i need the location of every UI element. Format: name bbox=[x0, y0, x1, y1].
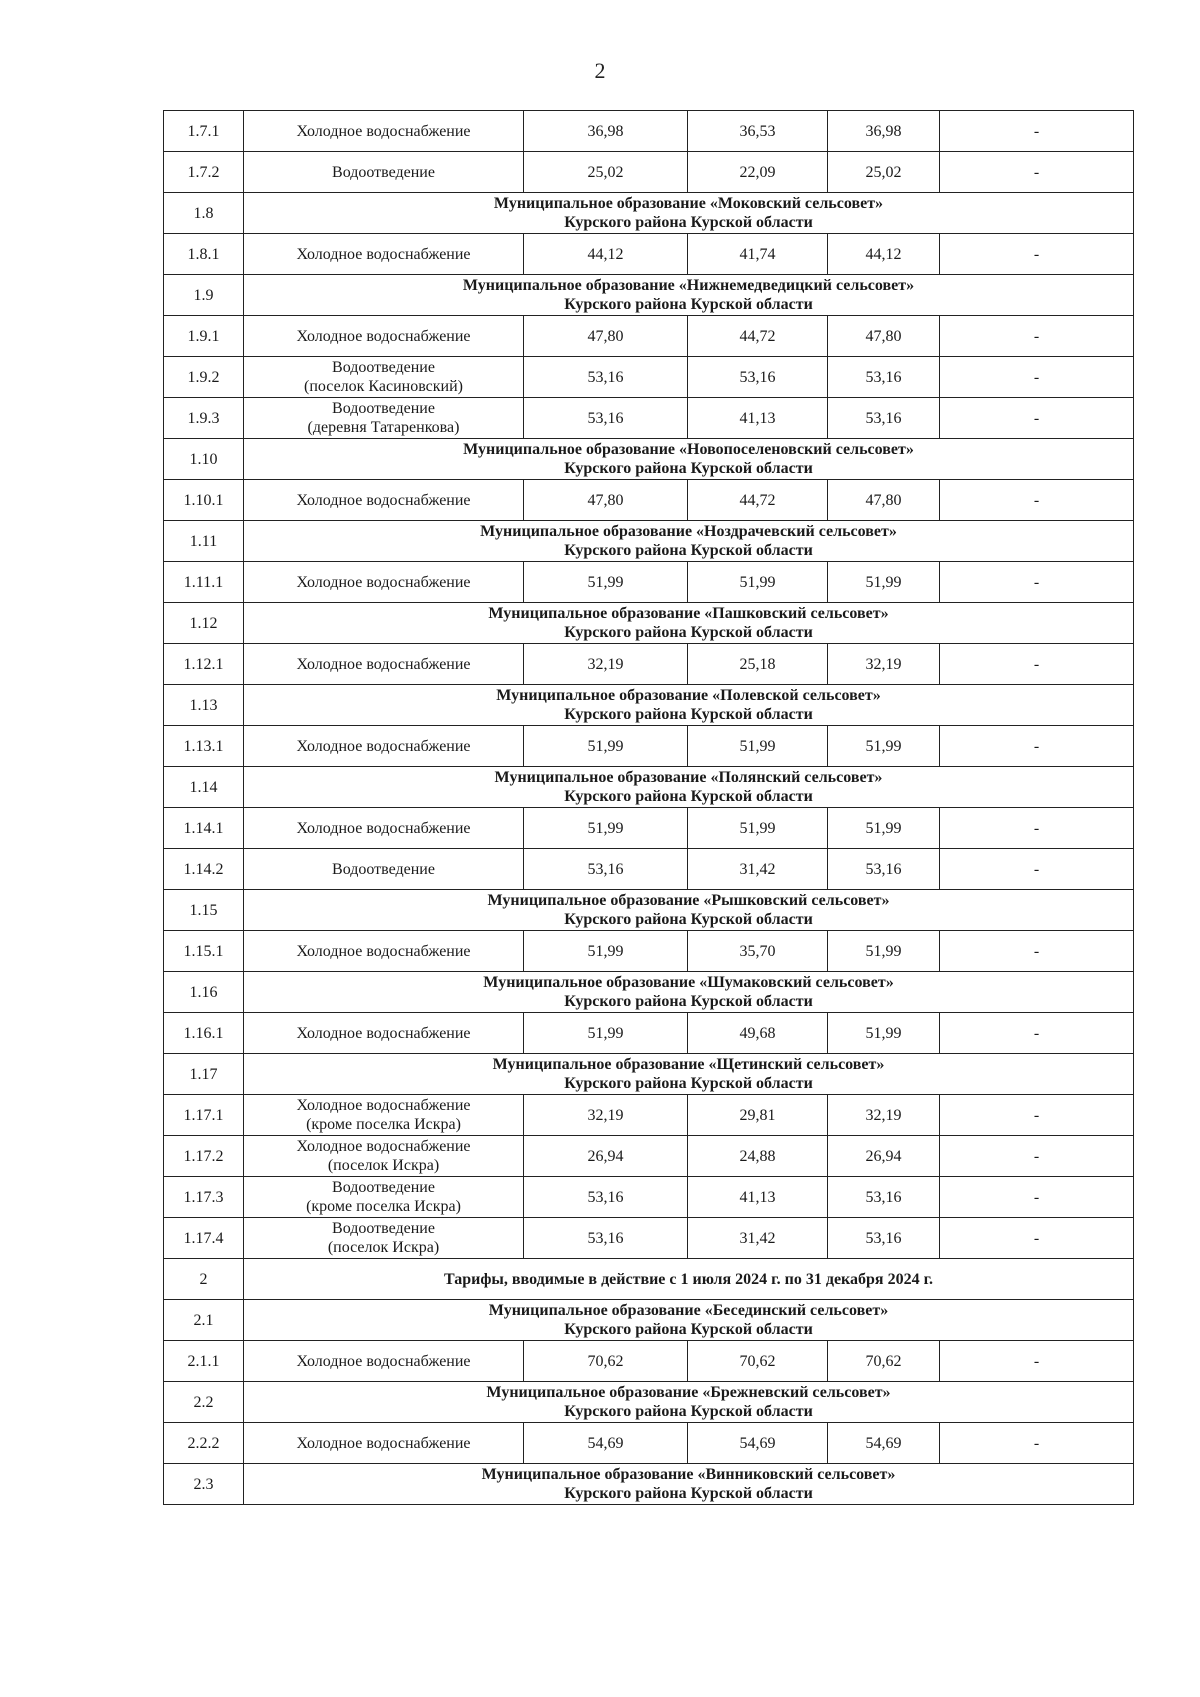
service-name-line: Водоотведение bbox=[332, 1179, 435, 1196]
row-number: 2 bbox=[164, 1259, 244, 1300]
section-heading-line: Курского района Курской области bbox=[564, 1075, 813, 1092]
tariff-value: - bbox=[940, 357, 1134, 398]
row-number: 1.9.3 bbox=[164, 398, 244, 439]
service-name-line: (поселок Искра) bbox=[327, 1157, 440, 1174]
row-number: 1.8.1 bbox=[164, 234, 244, 275]
tariff-value: 53,16 bbox=[524, 357, 688, 398]
service-name-line: Холодное водоснабжение bbox=[296, 1352, 471, 1370]
tariff-value: 70,62 bbox=[828, 1341, 940, 1382]
service-name bbox=[244, 644, 524, 685]
service-name bbox=[244, 1136, 524, 1177]
tariff-row bbox=[164, 480, 1134, 521]
row-number: 1.7.2 bbox=[164, 152, 244, 193]
row-number: 1.9.2 bbox=[164, 357, 244, 398]
tariff-value: - bbox=[940, 152, 1134, 193]
section-heading-line: Курского района Курской области bbox=[564, 911, 813, 928]
tariff-value: - bbox=[940, 234, 1134, 275]
tariff-value: - bbox=[940, 111, 1134, 152]
section-heading bbox=[244, 1054, 1134, 1095]
row-number: 1.17.2 bbox=[164, 1136, 244, 1177]
tariff-value: 47,80 bbox=[828, 480, 940, 521]
tariff-value: 51,99 bbox=[524, 1013, 688, 1054]
tariff-value: 51,99 bbox=[524, 931, 688, 972]
service-name-line: Холодное водоснабжение bbox=[296, 1024, 471, 1042]
tariff-value: 70,62 bbox=[524, 1341, 688, 1382]
tariff-value: 36,98 bbox=[828, 111, 940, 152]
row-number: 1.17 bbox=[164, 1054, 244, 1095]
service-name bbox=[244, 1095, 524, 1136]
section-heading-line: Муниципальное образование «Новопоселеновский сельсовет» bbox=[463, 441, 914, 458]
service-name bbox=[244, 1423, 524, 1464]
tariff-value: 53,16 bbox=[828, 357, 940, 398]
tariff-value: 41,13 bbox=[688, 398, 828, 439]
section-heading-line: Муниципальное образование «Нижнемедведицкий сельсовет» bbox=[462, 277, 915, 294]
section-heading bbox=[244, 439, 1134, 480]
tariff-value: - bbox=[940, 398, 1134, 439]
row-number: 1.7.1 bbox=[164, 111, 244, 152]
service-name-line: Холодное водоснабжение bbox=[296, 1434, 471, 1452]
section-heading-line: Муниципальное образование «Моковский сельсовет» bbox=[493, 195, 884, 212]
tariff-value: 51,99 bbox=[524, 808, 688, 849]
tariff-value: 53,16 bbox=[828, 1218, 940, 1259]
tariff-value: 51,99 bbox=[828, 808, 940, 849]
service-name bbox=[244, 1013, 524, 1054]
section-heading-line: Курского района Курской области bbox=[564, 993, 813, 1010]
tariff-value: 51,99 bbox=[524, 726, 688, 767]
service-name-line: Холодное водоснабжение bbox=[296, 122, 471, 140]
service-name-line: (деревня Татаренкова) bbox=[307, 419, 460, 436]
row-number: 2.2.2 bbox=[164, 1423, 244, 1464]
tariff-value: 51,99 bbox=[524, 562, 688, 603]
tariff-value: 25,18 bbox=[688, 644, 828, 685]
tariff-value: 51,99 bbox=[828, 726, 940, 767]
section-heading bbox=[244, 972, 1134, 1013]
tariff-value: 53,16 bbox=[828, 1177, 940, 1218]
service-name-line: Водоотведение bbox=[332, 400, 435, 417]
section-heading-line: Курского района Курской области bbox=[564, 706, 813, 723]
section-heading bbox=[244, 193, 1134, 234]
tariff-row bbox=[164, 849, 1134, 890]
tariff-value: 44,12 bbox=[828, 234, 940, 275]
section-heading bbox=[244, 603, 1134, 644]
service-name-line: Холодное водоснабжение bbox=[296, 1097, 471, 1114]
service-name-line: Водоотведение bbox=[332, 359, 435, 376]
tariff-value: 22,09 bbox=[688, 152, 828, 193]
tariff-row bbox=[164, 316, 1134, 357]
tariff-value: - bbox=[940, 316, 1134, 357]
service-name-line: Водоотведение bbox=[332, 1220, 435, 1237]
service-name-line: (поселок Касиновский) bbox=[303, 378, 464, 395]
tariff-value: - bbox=[940, 849, 1134, 890]
service-name bbox=[244, 726, 524, 767]
row-number: 1.14 bbox=[164, 767, 244, 808]
section-heading-row bbox=[164, 972, 1134, 1013]
tariff-row bbox=[164, 931, 1134, 972]
tariff-value: - bbox=[940, 1341, 1134, 1382]
section-heading-line: Муниципальное образование «Рышковский сельсовет» bbox=[487, 892, 890, 909]
tariff-value: 51,99 bbox=[828, 1013, 940, 1054]
tariff-value: 53,16 bbox=[828, 398, 940, 439]
tariff-value: 41,74 bbox=[688, 234, 828, 275]
tariff-value: - bbox=[940, 1218, 1134, 1259]
tariff-row bbox=[164, 357, 1134, 398]
section-heading bbox=[244, 685, 1134, 726]
row-number: 2.1 bbox=[164, 1300, 244, 1341]
service-name-line: (кроме поселка Искра) bbox=[306, 1198, 461, 1215]
section-heading-line: Муниципальное образование «Щетинский сельсовет» bbox=[492, 1056, 885, 1073]
section-heading-line: Курского района Курской области bbox=[564, 788, 813, 805]
section-heading-row bbox=[164, 275, 1134, 316]
row-number: 1.8 bbox=[164, 193, 244, 234]
tariff-value: - bbox=[940, 1136, 1134, 1177]
service-name-line: Холодное водоснабжение bbox=[296, 491, 471, 509]
section-heading-row bbox=[164, 521, 1134, 562]
tariff-value: 47,80 bbox=[524, 480, 688, 521]
tariff-value: 26,94 bbox=[524, 1136, 688, 1177]
section-heading-line: Курского района Курской области bbox=[564, 1485, 813, 1502]
row-number: 2.3 bbox=[164, 1464, 244, 1505]
service-name bbox=[244, 480, 524, 521]
tariff-value: 26,94 bbox=[828, 1136, 940, 1177]
section-heading-line: Муниципальное образование «Пашковский сельсовет» bbox=[488, 605, 889, 622]
tariff-value: - bbox=[940, 808, 1134, 849]
section-heading-line: Муниципальное образование «Шумаковский сельсовет» bbox=[483, 974, 894, 991]
tariff-value: 51,99 bbox=[828, 562, 940, 603]
section-heading bbox=[244, 1464, 1134, 1505]
row-number: 1.11 bbox=[164, 521, 244, 562]
tariff-value: 47,80 bbox=[828, 316, 940, 357]
section-heading bbox=[244, 275, 1134, 316]
tariff-value: 25,02 bbox=[828, 152, 940, 193]
row-number: 1.12 bbox=[164, 603, 244, 644]
section-heading-line: Муниципальное образование «Полянский сельсовет» bbox=[494, 769, 883, 786]
tariff-value: - bbox=[940, 1095, 1134, 1136]
tariff-value: 51,99 bbox=[688, 726, 828, 767]
service-name-line: (кроме поселка Искра) bbox=[306, 1116, 461, 1133]
tariff-value: 41,13 bbox=[688, 1177, 828, 1218]
tariff-value: 49,68 bbox=[688, 1013, 828, 1054]
tariff-value: 44,12 bbox=[524, 234, 688, 275]
tariff-row bbox=[164, 808, 1134, 849]
section-heading bbox=[244, 767, 1134, 808]
tariff-value: 53,16 bbox=[828, 849, 940, 890]
service-name bbox=[244, 398, 524, 439]
section-heading-row bbox=[164, 193, 1134, 234]
row-number: 1.10 bbox=[164, 439, 244, 480]
service-name-line: Водоотведение bbox=[332, 860, 435, 878]
section-heading-row bbox=[164, 1259, 1134, 1300]
section-heading-row bbox=[164, 1382, 1134, 1423]
section-heading-line: Курского района Курской области bbox=[564, 542, 813, 559]
tariff-value: - bbox=[940, 480, 1134, 521]
section-heading-line: Муниципальное образование «Полевской сельсовет» bbox=[496, 687, 881, 704]
tariff-value: 29,81 bbox=[688, 1095, 828, 1136]
row-number: 1.17.1 bbox=[164, 1095, 244, 1136]
tariff-value: 53,16 bbox=[524, 1177, 688, 1218]
tariff-row bbox=[164, 1136, 1134, 1177]
service-name bbox=[244, 562, 524, 603]
tariff-row bbox=[164, 644, 1134, 685]
row-number: 1.15.1 bbox=[164, 931, 244, 972]
tariff-value: 32,19 bbox=[828, 644, 940, 685]
tariff-value: - bbox=[940, 1177, 1134, 1218]
tariff-value: 51,99 bbox=[688, 562, 828, 603]
tariff-row bbox=[164, 234, 1134, 275]
row-number: 1.15 bbox=[164, 890, 244, 931]
section-heading-row bbox=[164, 767, 1134, 808]
tariff-value: 36,53 bbox=[688, 111, 828, 152]
row-number: 1.16.1 bbox=[164, 1013, 244, 1054]
service-name bbox=[244, 234, 524, 275]
tariff-value: 53,16 bbox=[524, 1218, 688, 1259]
row-number: 2.1.1 bbox=[164, 1341, 244, 1382]
section-heading-row bbox=[164, 890, 1134, 931]
tariff-value: 51,99 bbox=[828, 931, 940, 972]
section-heading bbox=[244, 521, 1134, 562]
row-number: 1.17.4 bbox=[164, 1218, 244, 1259]
tariff-table bbox=[163, 110, 1134, 1505]
service-name-line: (поселок Искра) bbox=[327, 1239, 440, 1256]
row-number: 1.9 bbox=[164, 275, 244, 316]
section-heading-line: Курского района Курской области bbox=[564, 296, 813, 313]
tariff-row bbox=[164, 562, 1134, 603]
tariff-row bbox=[164, 1095, 1134, 1136]
section-heading-row bbox=[164, 439, 1134, 480]
tariff-row bbox=[164, 1218, 1134, 1259]
tariff-value: 44,72 bbox=[688, 316, 828, 357]
tariff-value: - bbox=[940, 562, 1134, 603]
section-heading-row bbox=[164, 1464, 1134, 1505]
tariff-row bbox=[164, 111, 1134, 152]
row-number: 1.13.1 bbox=[164, 726, 244, 767]
service-name bbox=[244, 316, 524, 357]
row-number: 1.11.1 bbox=[164, 562, 244, 603]
section-heading bbox=[244, 890, 1134, 931]
section-heading-line: Муниципальное образование «Ноздрачевский сельсовет» bbox=[480, 523, 897, 540]
section-heading-row bbox=[164, 1054, 1134, 1095]
tariff-value: 44,72 bbox=[688, 480, 828, 521]
tariff-value: - bbox=[940, 1013, 1134, 1054]
section-heading-line: Курского района Курской области bbox=[564, 214, 813, 231]
section-heading bbox=[244, 1300, 1134, 1341]
service-name-line: Холодное водоснабжение bbox=[296, 737, 471, 755]
section-heading-line: Муниципальное образование «Брежневский сельсовет» bbox=[486, 1384, 891, 1401]
tariff-value: - bbox=[940, 1423, 1134, 1464]
service-name-line: Холодное водоснабжение bbox=[296, 573, 471, 591]
section-heading-line: Муниципальное образование «Бесединский сельсовет» bbox=[488, 1302, 889, 1319]
tariff-row bbox=[164, 1177, 1134, 1218]
section-heading bbox=[244, 1259, 1134, 1300]
section-heading-row bbox=[164, 1300, 1134, 1341]
section-heading-line: Муниципальное образование «Винниковский сельсовет» bbox=[481, 1466, 896, 1483]
section-heading-row bbox=[164, 603, 1134, 644]
row-number: 1.17.3 bbox=[164, 1177, 244, 1218]
tariff-value: 54,69 bbox=[524, 1423, 688, 1464]
tariff-value: 32,19 bbox=[524, 644, 688, 685]
row-number: 1.13 bbox=[164, 685, 244, 726]
tariff-row bbox=[164, 1013, 1134, 1054]
tariff-value: 70,62 bbox=[688, 1341, 828, 1382]
section-heading-line: Курского района Курской области bbox=[564, 624, 813, 641]
section-heading-row bbox=[164, 685, 1134, 726]
service-name-line: Холодное водоснабжение bbox=[296, 942, 471, 960]
section-heading-line: Тарифы, вводимые в действие с 1 июля 2024 г. по 31 декабря 2024 г. bbox=[443, 1270, 934, 1288]
tariff-row bbox=[164, 1341, 1134, 1382]
tariff-table-body bbox=[164, 111, 1134, 1505]
service-name bbox=[244, 1218, 524, 1259]
service-name bbox=[244, 849, 524, 890]
section-heading-line: Курского района Курской области bbox=[564, 1321, 813, 1338]
service-name-line: Холодное водоснабжение bbox=[296, 819, 471, 837]
tariff-row bbox=[164, 152, 1134, 193]
tariff-row bbox=[164, 398, 1134, 439]
tariff-value: 47,80 bbox=[524, 316, 688, 357]
service-name-line: Холодное водоснабжение bbox=[296, 1138, 471, 1155]
tariff-value: - bbox=[940, 644, 1134, 685]
service-name bbox=[244, 357, 524, 398]
row-number: 1.10.1 bbox=[164, 480, 244, 521]
service-name-line: Холодное водоснабжение bbox=[296, 327, 471, 345]
row-number: 1.9.1 bbox=[164, 316, 244, 357]
tariff-value: 36,98 bbox=[524, 111, 688, 152]
tariff-value: 25,02 bbox=[524, 152, 688, 193]
tariff-value: 54,69 bbox=[688, 1423, 828, 1464]
section-heading-line: Курского района Курской области bbox=[564, 1403, 813, 1420]
section-heading-line: Курского района Курской области bbox=[564, 460, 813, 477]
tariff-value: 54,69 bbox=[828, 1423, 940, 1464]
service-name bbox=[244, 111, 524, 152]
tariff-value: - bbox=[940, 931, 1134, 972]
service-name bbox=[244, 1341, 524, 1382]
page-number: 2 bbox=[594, 58, 606, 83]
tariff-row bbox=[164, 1423, 1134, 1464]
tariff-value: - bbox=[940, 726, 1134, 767]
tariff-value: 35,70 bbox=[688, 931, 828, 972]
row-number: 1.16 bbox=[164, 972, 244, 1013]
tariff-value: 24,88 bbox=[688, 1136, 828, 1177]
service-name bbox=[244, 808, 524, 849]
tariff-value: 53,16 bbox=[688, 357, 828, 398]
row-number: 2.2 bbox=[164, 1382, 244, 1423]
row-number: 1.12.1 bbox=[164, 644, 244, 685]
tariff-value: 51,99 bbox=[688, 808, 828, 849]
section-heading bbox=[244, 1382, 1134, 1423]
service-name bbox=[244, 1177, 524, 1218]
tariff-value: 32,19 bbox=[524, 1095, 688, 1136]
tariff-value: 31,42 bbox=[688, 849, 828, 890]
service-name-line: Холодное водоснабжение bbox=[296, 245, 471, 263]
tariff-value: 32,19 bbox=[828, 1095, 940, 1136]
row-number: 1.14.1 bbox=[164, 808, 244, 849]
tariff-value: 31,42 bbox=[688, 1218, 828, 1259]
service-name bbox=[244, 931, 524, 972]
tariff-row bbox=[164, 726, 1134, 767]
tariff-value: 53,16 bbox=[524, 398, 688, 439]
service-name-line: Водоотведение bbox=[332, 163, 435, 181]
row-number: 1.14.2 bbox=[164, 849, 244, 890]
service-name-line: Холодное водоснабжение bbox=[296, 655, 471, 673]
service-name bbox=[244, 152, 524, 193]
tariff-value: 53,16 bbox=[524, 849, 688, 890]
